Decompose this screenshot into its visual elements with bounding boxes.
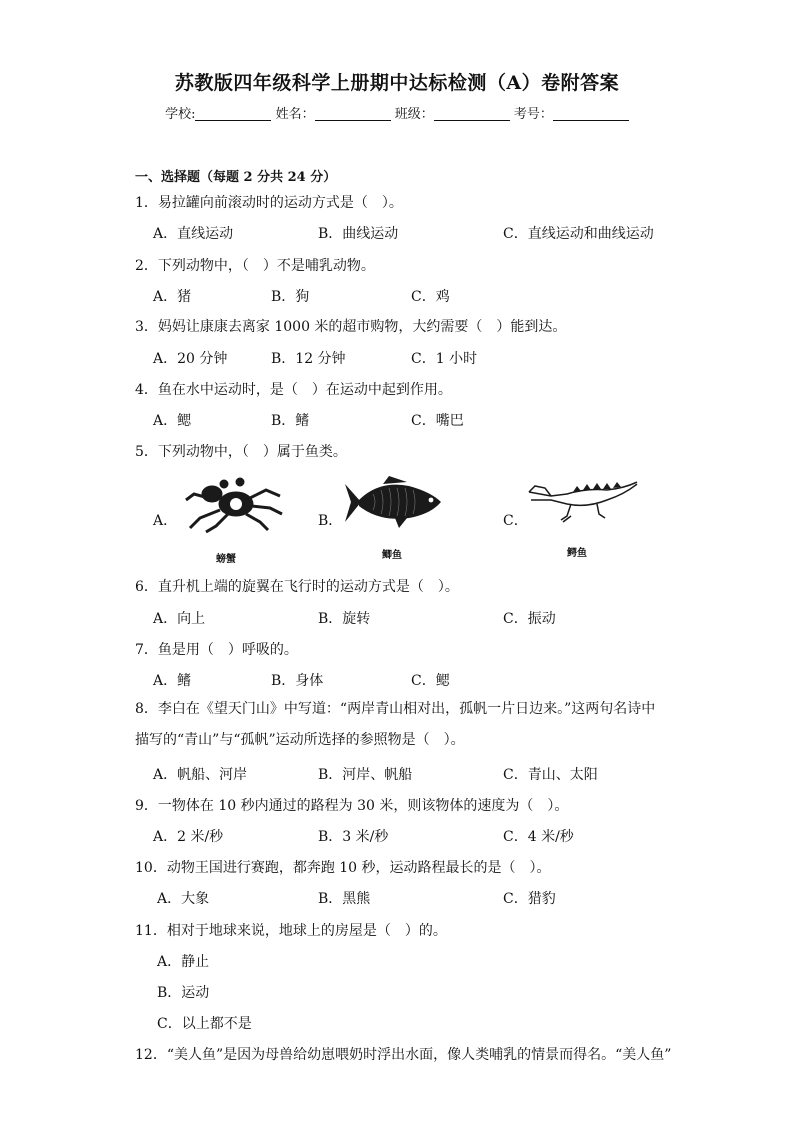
question-stem: 4．鱼在水中运动时，是（ ）在运动中起到作用。 [135,382,452,398]
option-c[interactable]: C．以上都不是 [157,1016,252,1032]
crocodile-caption: 鳄鱼 [567,548,587,559]
school-label: 学校: [165,107,196,122]
option-b[interactable]: B．曲线运动 [318,226,399,242]
number-label: 考号： [513,107,553,122]
option-c[interactable]: C．振动 [503,611,556,627]
option-c[interactable]: C． [503,513,528,529]
option-a[interactable]: A．鳃 [153,413,192,429]
question-stem: 10．动物王国进行赛跑，都奔跑 10 秒，运动路程最长的是（ ）。 [135,860,551,876]
option-a[interactable]: A．静止 [157,954,210,970]
option-b[interactable]: B．3 米/秒 [318,829,389,845]
carp-illustration[interactable] [343,476,445,528]
option-a[interactable]: A． [153,513,178,529]
option-a[interactable]: A．猪 [153,289,192,305]
option-b[interactable]: B．鳍 [271,413,310,429]
crab-caption: 螃蟹 [216,554,236,565]
option-b[interactable]: B．身体 [271,673,324,689]
option-c[interactable]: C．鸡 [411,289,450,305]
option-b[interactable]: B．河岸、帆船 [318,767,413,783]
name-blank[interactable] [315,107,391,121]
option-b[interactable]: B．旋转 [318,611,371,627]
question-stem: 1．易拉罐向前滚动时的运动方式是（ ）。 [135,195,403,211]
question-stem: 12．“美人鱼”是因为母兽给幼崽喂奶时浮出水面，像人类哺乳的情景而得名。“美人鱼” [135,1047,672,1063]
crocodile-illustration[interactable] [527,478,639,528]
option-c[interactable]: C．鳃 [411,673,450,689]
question-stem: 3．妈妈让康康去离家 1000 米的超市购物，大约需要（ ）能到达。 [135,319,567,335]
question-stem: 8．李白在《望天门山》中写道：“两岸青山相对出，孤帆一片日边来。”这两句名诗中描写的“青山”与“孤帆”运动所选择的参照物是（ ）。 [135,701,656,748]
option-c[interactable]: C．猎豹 [503,891,556,907]
question-stem: 11．相对于地球来说，地球上的房屋是（ ）的。 [135,923,447,939]
question-stem: 5．下列动物中，（ ）属于鱼类。 [135,444,347,460]
page-title: 苏教版四年级科学上册期中达标检测（A）卷附答案 [174,72,620,94]
number-blank[interactable] [553,107,629,121]
option-a[interactable]: A．2 米/秒 [153,829,224,845]
class-blank[interactable] [434,107,510,121]
carp-caption: 鲫鱼 [382,550,402,561]
option-c[interactable]: C．嘴巴 [411,413,464,429]
question-stem: 2．下列动物中，（ ）不是哺乳动物。 [135,258,375,274]
option-b[interactable]: B．狗 [271,289,310,305]
crab-illustration[interactable] [176,474,284,534]
option-b[interactable]: B．黑熊 [318,891,371,907]
option-a[interactable]: A．直线运动 [153,226,234,242]
question-stem: 6．直升机上端的旋翼在飞行时的运动方式是（ ）。 [135,579,459,595]
question-stem: 9．一物体在 10 秒内通过的路程为 30 米，则该物体的速度为（ ）。 [135,798,569,814]
option-c[interactable]: C．1 小时 [411,351,478,367]
option-a[interactable]: A．帆船、河岸 [153,767,248,783]
class-label: 班级： [394,107,434,122]
question-stem: 7．鱼是用（ ）呼吸的。 [135,642,298,658]
option-a[interactable]: A．鳍 [153,673,192,689]
option-b[interactable]: B．运动 [157,985,210,1001]
student-info-line [0,103,794,122]
option-c[interactable]: C．青山、太阳 [503,767,598,783]
option-b[interactable]: B．12 分钟 [271,351,346,367]
section-heading: 一、选择题（每题 2 分共 24 分） [135,170,337,185]
option-c[interactable]: C．4 米/秒 [503,829,574,845]
option-c[interactable]: C．直线运动和曲线运动 [503,226,654,242]
name-label: 姓名： [275,107,315,122]
option-a[interactable]: A．20 分钟 [153,351,228,367]
option-a[interactable]: A．大象 [157,891,210,907]
option-b[interactable]: B． [318,513,343,529]
option-a[interactable]: A．向上 [153,611,206,627]
school-blank[interactable] [195,107,271,121]
